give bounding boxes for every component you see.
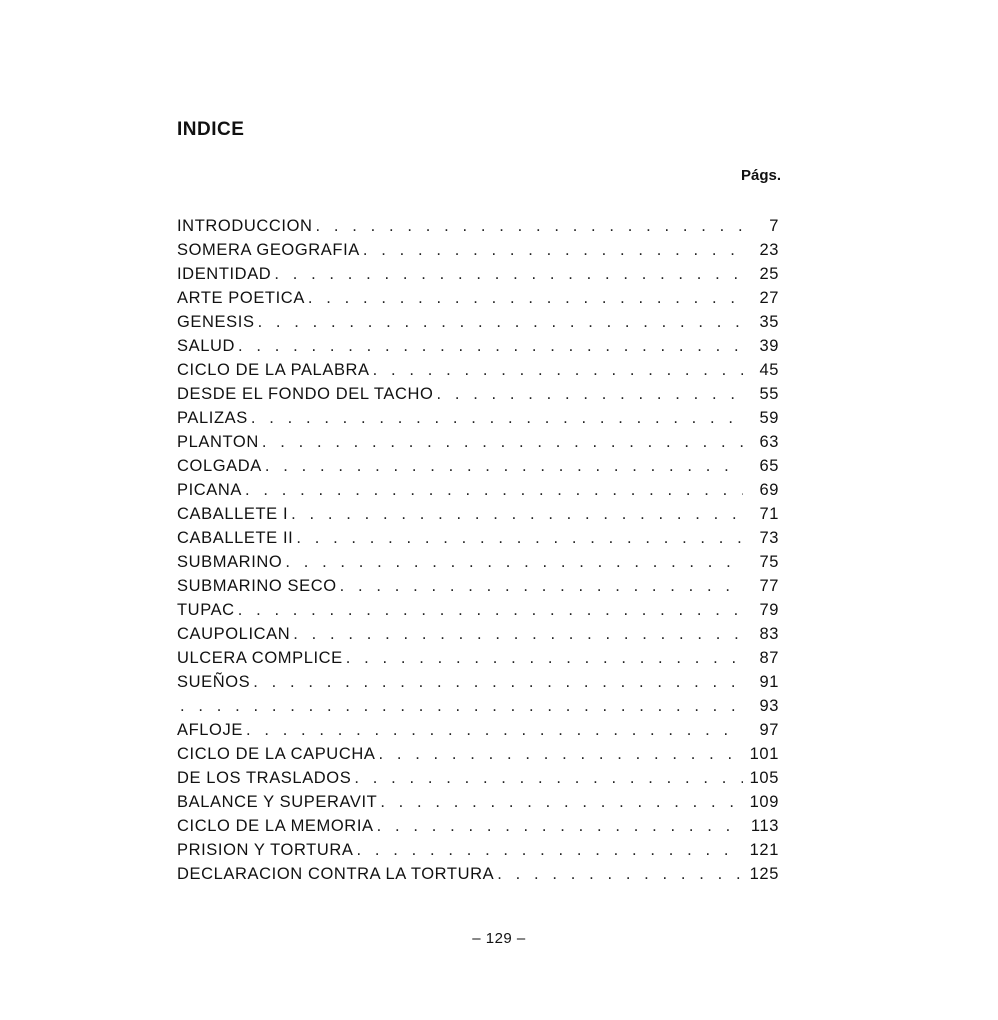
dot-leader (274, 262, 743, 286)
page-title: INDICE (177, 119, 245, 140)
dot-leader (363, 238, 743, 262)
dot-leader (245, 478, 743, 502)
dot-leader (238, 334, 743, 358)
toc-entry (177, 382, 779, 406)
toc-entry-page: 125 (749, 865, 779, 883)
toc-entry-title: PICANA (177, 481, 243, 499)
toc-entry (177, 214, 779, 238)
toc-entry (177, 502, 779, 526)
toc-entry (177, 286, 779, 310)
dot-leader (378, 742, 743, 766)
toc-entry (177, 454, 779, 478)
dot-leader (285, 550, 743, 574)
toc-entry-page: 25 (759, 265, 779, 283)
dot-leader (308, 286, 743, 310)
toc-entry-title: CICLO DE LA CAPUCHA (177, 745, 376, 763)
toc-entry-title: SUBMARINO (177, 553, 283, 571)
dot-leader (377, 814, 743, 838)
dot-leader (291, 502, 743, 526)
toc-entry (177, 646, 779, 670)
toc-entry (177, 862, 779, 886)
dot-leader (262, 430, 743, 454)
toc-entry-title: INTRODUCCION (177, 217, 313, 235)
toc-entry-title: TUPAC (177, 601, 235, 619)
toc-entry-page: 113 (750, 817, 779, 835)
dot-leader (253, 670, 743, 694)
toc-entry-page: 39 (759, 337, 779, 355)
dot-leader (356, 838, 743, 862)
toc-entry-title: ARTE POETICA (177, 289, 305, 307)
pages-column-label: Págs. (740, 167, 781, 184)
toc-entry-title: PALIZAS (177, 409, 248, 427)
toc-entry (177, 406, 779, 430)
toc-entry-page: 77 (759, 577, 779, 595)
toc-entry-title: CABALLETE II (177, 529, 294, 547)
toc-entry (177, 814, 779, 838)
toc-entry-title: CICLO DE LA MEMORIA (177, 817, 374, 835)
toc-entry (177, 310, 779, 334)
toc-entry (177, 598, 779, 622)
dot-leader (373, 358, 743, 382)
toc-entry-title: GENESIS (177, 313, 255, 331)
toc-entry-page: 45 (759, 361, 779, 379)
toc-entry (177, 766, 779, 790)
toc-entry-page: 109 (749, 793, 779, 811)
toc-entry-title: CICLO DE LA PALABRA (177, 361, 370, 379)
toc-entry-title: COLGADA (177, 457, 262, 475)
toc-entry-title: SUEÑOS (177, 673, 251, 691)
dot-leader (246, 718, 743, 742)
dot-leader (265, 454, 743, 478)
toc-entry (177, 262, 779, 286)
toc-entry-title: PRISION Y TORTURA (177, 841, 354, 859)
toc-entry-title: SOMERA GEOGRAFIA (177, 241, 360, 259)
toc-entry (177, 790, 779, 814)
dot-leader (251, 406, 743, 430)
toc-entry-page: 71 (759, 505, 779, 523)
toc-entry (177, 358, 779, 382)
dot-leader (296, 526, 743, 550)
toc-entry (177, 574, 779, 598)
toc-entry-title: CABALLETE I (177, 505, 289, 523)
toc-entry (177, 550, 779, 574)
toc-entry-page: 63 (759, 433, 779, 451)
toc-entry-page: 87 (759, 649, 779, 667)
toc-entry-title: CAUPOLICAN (177, 625, 291, 643)
toc-entry-page: 73 (759, 529, 779, 547)
toc-entry (177, 694, 779, 718)
toc-entry-page: 35 (759, 313, 779, 331)
toc-entry-title: ULCERA COMPLICE (177, 649, 343, 667)
toc-entry-page: 83 (759, 625, 779, 643)
toc-entry (177, 742, 779, 766)
toc-entry (177, 718, 779, 742)
dot-leader (497, 862, 743, 886)
toc-entry (177, 430, 779, 454)
toc-entry-title: IDENTIDAD (177, 265, 272, 283)
toc-entry-page: 23 (759, 241, 779, 259)
toc-entry-page: 75 (759, 553, 779, 571)
toc-entry (177, 838, 779, 862)
toc-entry (177, 622, 779, 646)
toc-entry-title: SALUD (177, 337, 236, 355)
toc-entry (177, 526, 779, 550)
page-number: – 129 – (472, 930, 526, 947)
toc-entry-page: 105 (749, 769, 779, 787)
dot-leader (180, 694, 743, 718)
toc-entry-page: 27 (759, 289, 779, 307)
dot-leader (316, 214, 743, 238)
toc-entry-page: 7 (769, 217, 779, 235)
dot-leader (346, 646, 743, 670)
toc-entry-page: 91 (759, 673, 779, 691)
toc-entry-title: SUBMARINO SECO (177, 577, 337, 595)
dot-leader (293, 622, 743, 646)
toc-entry-title: AFLOJE (177, 721, 243, 739)
toc-entry (177, 478, 779, 502)
toc-entry-title: PLANTON (177, 433, 259, 451)
toc-entry-page: 79 (759, 601, 779, 619)
dot-leader (340, 574, 743, 598)
toc-entry-page: 55 (759, 385, 779, 403)
toc-entry-page: 121 (749, 841, 779, 859)
dot-leader (354, 766, 743, 790)
toc-entry-page: 97 (759, 721, 779, 739)
toc-entry-title: DE LOS TRASLADOS (177, 769, 352, 787)
toc-entry (177, 670, 779, 694)
toc-entry-page: 101 (749, 745, 779, 763)
toc-entry-page: 69 (759, 481, 779, 499)
toc-entry-page: 93 (759, 697, 779, 715)
toc-entry-title: DECLARACION CONTRA LA TORTURA (177, 865, 495, 883)
dot-leader (436, 382, 743, 406)
dot-leader (238, 598, 743, 622)
dot-leader (258, 310, 743, 334)
table-of-contents (177, 214, 779, 886)
dot-leader (380, 790, 743, 814)
toc-entry-title: BALANCE Y SUPERAVIT (177, 793, 378, 811)
toc-entry-page: 59 (759, 409, 779, 427)
toc-entry (177, 334, 779, 358)
toc-entry-title: DESDE EL FONDO DEL TACHO (177, 385, 434, 403)
toc-entry-page: 65 (759, 457, 779, 475)
toc-entry (177, 238, 779, 262)
